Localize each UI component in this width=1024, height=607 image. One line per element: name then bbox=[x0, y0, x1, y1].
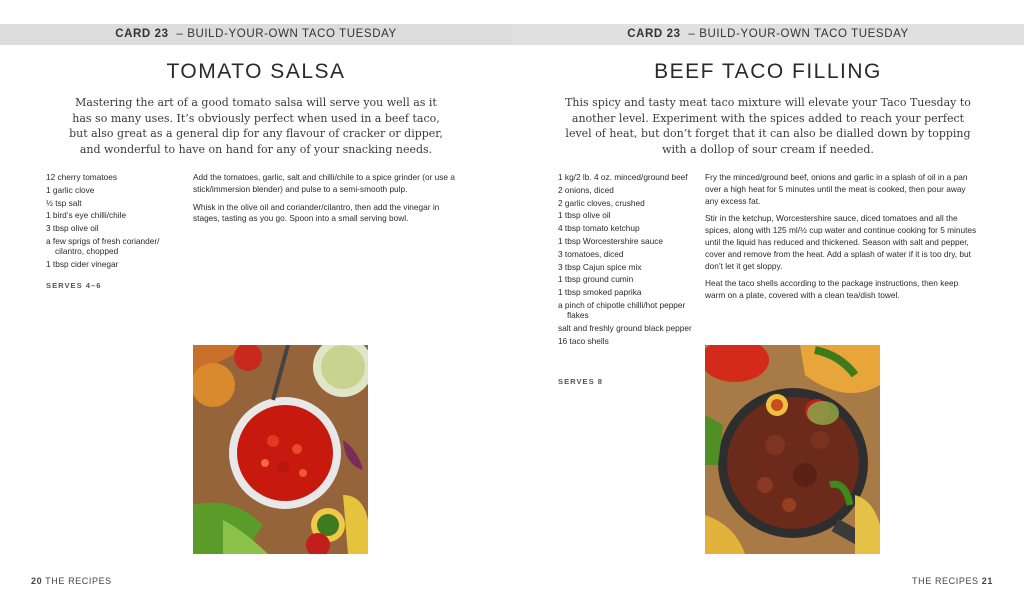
salsa-photo bbox=[193, 345, 368, 554]
method-step: Whisk in the olive oil and coriander/cilantro, then add the vinegar in stages, tasting as you go. Spoon into a small serving bowl. bbox=[193, 201, 440, 224]
ingredient-item: 1 bird’s eye chilli/chile bbox=[46, 210, 127, 221]
card-series: – BUILD-YOUR-OWN TACO TUESDAY bbox=[176, 28, 397, 40]
ingredient-list bbox=[558, 172, 694, 349]
card-number: CARD 23 bbox=[115, 28, 169, 40]
method-step: Heat the taco shells according to the package instructions, then keep warm on a plate, covered with a clean tea/dish towel. bbox=[705, 278, 959, 301]
page-footer bbox=[912, 576, 993, 586]
card-header bbox=[512, 24, 1024, 45]
section-name: THE RECIPES bbox=[912, 576, 979, 586]
card-number: CARD 23 bbox=[627, 28, 681, 40]
ingredient-item: 12 cherry tomatoes bbox=[46, 172, 118, 182]
beef-filling-photo bbox=[705, 345, 880, 554]
ingredient-item: ½ tsp salt bbox=[46, 197, 82, 208]
method-steps bbox=[705, 172, 977, 308]
card-series: – BUILD-YOUR-OWN TACO TUESDAY bbox=[688, 28, 909, 40]
method-step: Add the tomatoes, garlic, salt and chilli/chile to a spice grinder (or use a stick/immersion blender) and pulse to a semi-smooth pulp. bbox=[193, 172, 455, 194]
page-number: 21 bbox=[981, 576, 993, 586]
ingredient-item: 1 kg/2 lb. 4 oz. minced/ground beef bbox=[558, 172, 688, 182]
ingredient-item: 1 tbsp cider vinegar bbox=[46, 259, 119, 270]
ingredient-item: 3 tbsp Cajun spice mix bbox=[558, 261, 642, 272]
ingredient-item: 3 tomatoes, diced bbox=[558, 248, 624, 259]
ingredient-item: 4 tbsp tomato ketchup bbox=[558, 223, 640, 234]
ingredient-item: 3 tbsp olive oil bbox=[46, 223, 99, 234]
beef-photo-illustration bbox=[705, 345, 880, 554]
right-page bbox=[512, 0, 1024, 607]
page-footer bbox=[31, 576, 112, 586]
ingredient-item: 1 tbsp Worcestershire sauce bbox=[558, 235, 663, 246]
ingredient-item: salt and freshly ground black pepper bbox=[558, 323, 692, 334]
salsa-photo-illustration bbox=[193, 345, 368, 554]
ingredient-item: 2 onions, diced bbox=[558, 184, 614, 195]
recipe-title: TOMATO SALSA bbox=[166, 60, 346, 83]
ingredient-item: 1 tbsp ground cumin bbox=[558, 274, 634, 285]
ingredient-item: 2 garlic cloves, crushed bbox=[558, 197, 645, 208]
ingredient-item: a few sprigs of fresh coriander/ cilantro, chopped bbox=[46, 235, 160, 257]
method-step: Fry the minced/ground beef, onions and garlic in a splash of oil in a pan over a high heat for 5 minutes until the meat is cooked, then pour away any excess fat. bbox=[705, 172, 968, 206]
ingredient-item: 1 garlic clove bbox=[46, 184, 95, 195]
recipe-intro: Mastering the art of a good tomato salsa will serve you well as it has so many uses. It’s obviously perfect when used in a beef taco, but also great as a general dip for any flavour of cracker or dipper, and wonderful to have on hand for any of your snacking needs. bbox=[69, 96, 443, 156]
page-number: 20 bbox=[31, 576, 43, 586]
ingredient-list bbox=[46, 172, 180, 272]
method-step: Stir in the ketchup, Worcestershire sauce, diced tomatoes and all the spices, along with 125 ml/½ cup water and continue cooking for 5 minutes until the liquid has reduced and thickened. Season with salt and pepper, cover and remove from the heat. Add a splash of water if it is too dry, but don’t let it get sloppy. bbox=[705, 213, 977, 271]
ingredient-item: 1 tbsp smoked paprika bbox=[558, 287, 642, 298]
section-name: THE RECIPES bbox=[45, 576, 112, 586]
serves-label: SERVES 4–6 bbox=[46, 281, 102, 290]
serves-label: SERVES 8 bbox=[558, 377, 604, 386]
ingredient-item: 16 taco shells bbox=[558, 335, 609, 346]
card-header bbox=[0, 24, 512, 45]
ingredient-item: 1 tbsp olive oil bbox=[558, 210, 611, 221]
ingredient-item: a pinch of chipotle chilli/hot pepper flakes bbox=[558, 299, 686, 321]
method-steps bbox=[193, 172, 465, 231]
recipe-intro: This spicy and tasty meat taco mixture will elevate your Taco Tuesday to another level. Experiment with the spices added to reach your perfect level of heat, but don’t forget that it can also be dialled down by topping with a dollop of sour cream if needed. bbox=[565, 96, 971, 156]
recipe-title: BEEF TACO FILLING bbox=[654, 60, 882, 83]
